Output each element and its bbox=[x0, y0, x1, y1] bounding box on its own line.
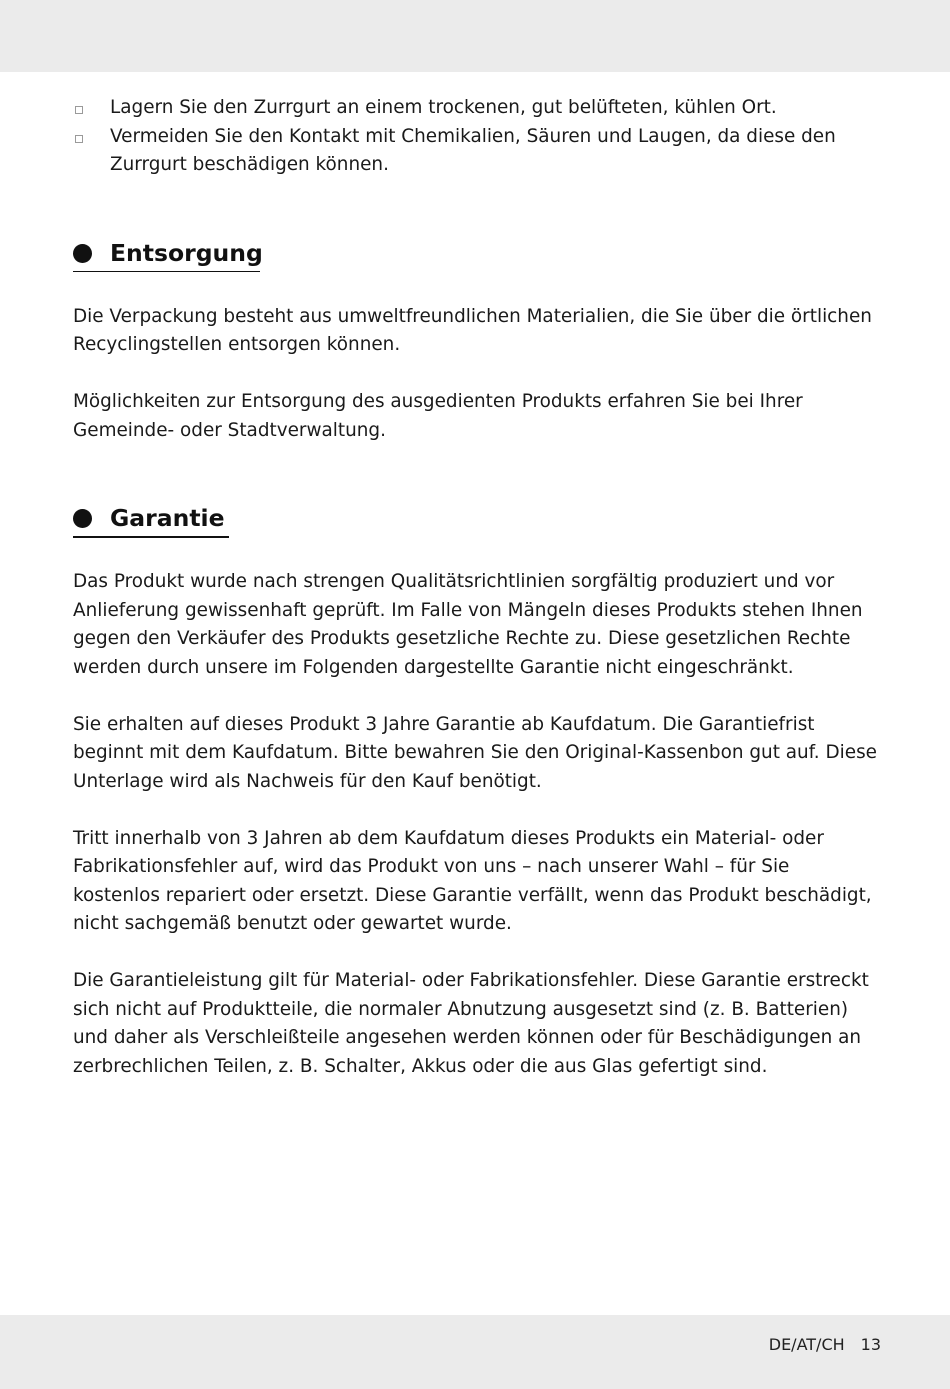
paragraph: Sie erhalten auf dieses Produkt 3 Jahre Garantie ab Kaufdatum. Die Garantiefrist beginnt mit dem Kaufdatum. Bitte bewahren Sie den Original-Kassenbon gut auf. Diese Unterlage wird als Nachweis für den Kauf benötigt. bbox=[73, 713, 877, 792]
bullet-dot-icon bbox=[73, 244, 92, 263]
checkbox-icon bbox=[75, 135, 83, 143]
page-content bbox=[73, 94, 881, 1081]
section-body-garantie bbox=[73, 568, 881, 1081]
page-number: 13 bbox=[860, 1335, 881, 1354]
section-heading-garantie bbox=[73, 503, 881, 539]
bullet-text: Vermeiden Sie den Kontakt mit Chemikalien, Säuren und Laugen, da diese den Zurrgurt beschädigen können. bbox=[110, 125, 836, 175]
section-title: Garantie bbox=[110, 504, 225, 532]
heading-underline bbox=[73, 271, 260, 273]
paragraph: Das Produkt wurde nach strengen Qualitätsrichtlinien sorgfältig produziert und vor Anlieferung gewissenhaft geprüft. Im Falle von Mängeln dieses Produkts stehen Ihnen gegen den Verkäufer des Produkts gesetzliche Rechte zu. Diese gesetzlichen Rechte werden durch unsere im Folgenden dargestellte Garantie nicht eingeschränkt. bbox=[73, 571, 863, 678]
paragraph: Möglichkeiten zur Entsorgung des ausgedienten Produkts erfahren Sie bei Ihrer Gemeinde- oder Stadtverwaltung. bbox=[73, 391, 803, 441]
heading-underline bbox=[73, 536, 229, 538]
section-title: Entsorgung bbox=[110, 238, 263, 267]
bullet-dot-icon bbox=[73, 509, 92, 528]
paragraph: Die Verpackung besteht aus umweltfreundlichen Materialien, die Sie über die örtlichen Recyclingstellen entsorgen können. bbox=[73, 305, 872, 355]
paragraph: Die Garantieleistung gilt für Material- oder Fabrikationsfehler. Diese Garantie erstreckt sich nicht auf Produktteile, die normaler Abnutzung ausgesetzt sind (z. B. Batterien) und daher als Verschleißteile angesehen werden können oder für Beschädigungen an zerbrechlichen Teilen, z. B. Schalter, Akkus oder die aus Glas gefertigt sind. bbox=[73, 970, 869, 1077]
checkbox-icon bbox=[75, 106, 83, 114]
paragraph: Tritt innerhalb von 3 Jahren ab dem Kaufdatum dieses Produkts ein Material- oder Fabrikationsfehler auf, wird das Produkt von uns – nach unserer Wahl – für Sie kostenlos repariert oder ersetzt. Diese Garantie verfällt, wenn das Produkt beschädigt, nicht sachgemäß benutzt oder gewartet wurde. bbox=[73, 827, 872, 934]
header-band bbox=[0, 0, 950, 72]
bullet-item bbox=[73, 94, 881, 123]
bullet-item bbox=[73, 123, 881, 180]
care-bullet-list bbox=[73, 94, 881, 180]
bullet-text: Lagern Sie den Zurrgurt an einem trockenen, gut belüfteten, kühlen Ort. bbox=[110, 97, 777, 118]
section-heading-entsorgung bbox=[73, 238, 881, 274]
page-footer bbox=[769, 1335, 881, 1355]
section-body-entsorgung bbox=[73, 303, 881, 446]
footer-region: DE/AT/CH bbox=[768, 1335, 845, 1354]
